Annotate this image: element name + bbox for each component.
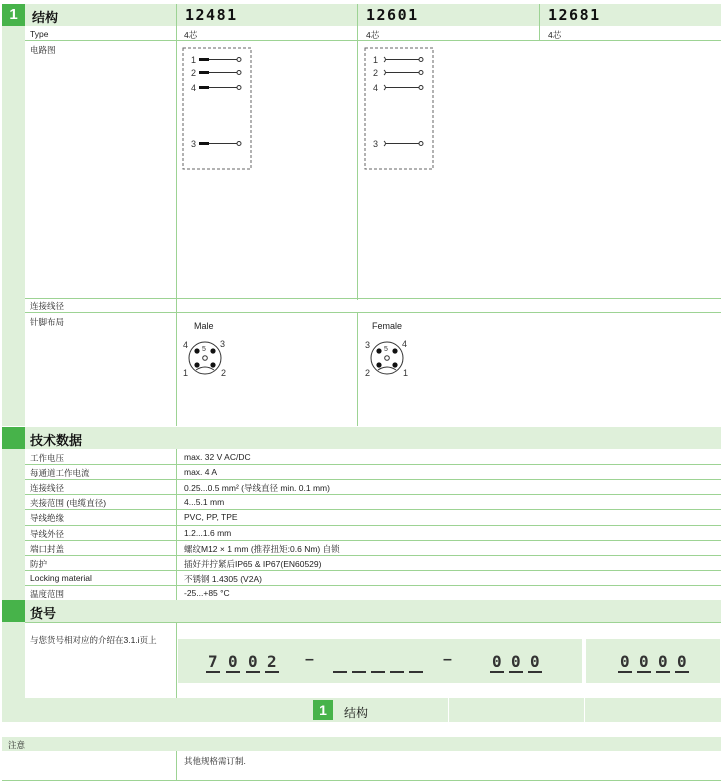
notes-text: 其他规格需订制. — [184, 756, 246, 766]
type-label: Type — [30, 29, 49, 39]
tech-row-value: 螺纹M12 × 1 mm (推荐扭矩:0.6 Nm) 自锁 — [184, 543, 340, 554]
tech-row-label: 防护 — [30, 558, 48, 569]
tech-row-divider — [25, 585, 721, 586]
notes-header — [2, 737, 721, 751]
female-pinout-icon — [362, 337, 412, 381]
tech-row-label: 端口封盖 — [30, 543, 65, 554]
tech-row-value: max. 32 V AC/DC — [184, 452, 251, 462]
code-cell-suffix — [586, 639, 720, 683]
svg-text:4: 4 — [191, 83, 197, 93]
code-digit: 0 — [530, 652, 540, 671]
tech-row-divider — [25, 555, 721, 556]
type-12481: 4芯 — [184, 30, 198, 40]
svg-text:1: 1 — [403, 368, 409, 378]
code-digit: 0 — [511, 652, 521, 671]
svg-text:5: 5 — [202, 346, 206, 353]
section1-title: 结构 — [32, 10, 59, 25]
circuit-label: 电路图 — [30, 45, 56, 55]
svg-text:3: 3 — [191, 139, 197, 149]
code-blank — [333, 671, 347, 673]
section2-title: 技术数据 — [30, 433, 83, 448]
tech-row-value: 不锈钢 1.4305 (V2A) — [184, 573, 262, 584]
circuit-diagram-female — [364, 47, 436, 172]
code-digit: 0 — [228, 652, 238, 671]
tech-row-value: PVC, PP, TPE — [184, 512, 238, 523]
structure-reference-number: 1 — [313, 700, 333, 720]
section3-left-bar — [2, 622, 25, 698]
tech-row-label: 导线外径 — [30, 528, 65, 539]
section3-header — [2, 600, 721, 622]
svg-text:4: 4 — [183, 340, 189, 350]
code-blank — [390, 671, 404, 673]
female-label: Female — [372, 321, 403, 331]
svg-text:1: 1 — [191, 55, 197, 65]
section2-left-bar — [2, 449, 25, 600]
svg-text:4: 4 — [373, 83, 379, 93]
svg-text:4: 4 — [402, 339, 408, 349]
tech-row-label: 夹接范围 (电缆直径) — [30, 498, 107, 509]
column-12681-title: 12681 — [548, 6, 601, 24]
svg-text:1: 1 — [183, 368, 189, 378]
code-digit: 0 — [492, 652, 502, 671]
male-pinout-icon — [180, 337, 230, 381]
tech-row-divider — [25, 464, 721, 465]
code-dash: – — [305, 651, 314, 668]
code-digit: 0 — [620, 652, 630, 671]
section1-header — [2, 4, 721, 26]
tech-row-divider — [25, 479, 721, 480]
section3-marker — [2, 600, 25, 622]
code-dash: – — [443, 651, 452, 668]
structure-reference-title: 结构 — [344, 706, 369, 720]
svg-text:2: 2 — [221, 368, 227, 378]
wire-label: 连接线径 — [30, 301, 65, 311]
male-label: Male — [194, 321, 214, 331]
circuit-diagram-male — [182, 47, 254, 172]
column-12481-title: 12481 — [185, 6, 238, 24]
code-digit: 0 — [677, 652, 687, 671]
tech-row-label: 导线绝缘 — [30, 513, 65, 524]
tech-row-divider — [25, 525, 721, 526]
tech-row-value: 4...5.1 mm — [184, 497, 225, 508]
section1-number: 1 — [2, 4, 25, 26]
svg-text:5: 5 — [384, 346, 388, 353]
tech-row-label: 工作电压 — [30, 453, 65, 463]
code-digit: 7 — [208, 652, 218, 671]
tech-row-value: 0.25...0.5 mm² (导线直径 min. 0.1 mm) — [184, 483, 330, 494]
tech-row-label: 连接线径 — [30, 483, 65, 494]
tech-row-divider — [25, 540, 721, 541]
code-digit: 0 — [248, 652, 258, 671]
type-12601: 4芯 — [366, 30, 380, 40]
section2-header — [2, 427, 721, 449]
svg-text:2: 2 — [365, 368, 371, 378]
svg-text:3: 3 — [365, 340, 371, 350]
tech-row-label: 每通道工作电流 — [30, 468, 90, 479]
tech-row-value: -25...+85 °C — [184, 587, 230, 598]
order-intro: 与您货号相对应的介绍在3.1.i页上 — [30, 635, 157, 645]
section2-marker — [2, 427, 25, 449]
tech-row-divider — [25, 509, 721, 510]
tech-row-value: max. 4 A — [184, 467, 218, 478]
tech-row-label: 温度范围 — [30, 588, 65, 599]
column-12601-title: 12601 — [366, 6, 419, 24]
tech-row-value: 插好并拧紧后IP65 & IP67(EN60529) — [184, 558, 322, 569]
svg-text:2: 2 — [191, 68, 197, 78]
svg-text:3: 3 — [373, 139, 379, 149]
code-blank — [371, 671, 385, 673]
code-digit: 0 — [658, 652, 668, 671]
code-blank — [352, 671, 366, 673]
tech-row-label: Locking material — [30, 572, 92, 583]
code-digit: 2 — [267, 652, 277, 671]
tech-row-divider — [25, 494, 721, 495]
code-blank — [409, 671, 423, 673]
notes-label: 注意 — [8, 740, 26, 750]
section3-title: 货号 — [30, 606, 57, 621]
tech-row-value: 1.2...1.6 mm — [184, 527, 232, 538]
svg-text:2: 2 — [373, 68, 379, 78]
svg-text:3: 3 — [220, 339, 226, 349]
pin-layout-label: 针脚布局 — [30, 317, 65, 327]
type-12681: 4芯 — [548, 30, 562, 40]
code-digit: 0 — [639, 652, 649, 671]
section1-left-bar — [2, 26, 25, 426]
code-cell-main — [178, 639, 582, 683]
svg-text:1: 1 — [373, 55, 379, 65]
tech-row-divider — [25, 570, 721, 571]
